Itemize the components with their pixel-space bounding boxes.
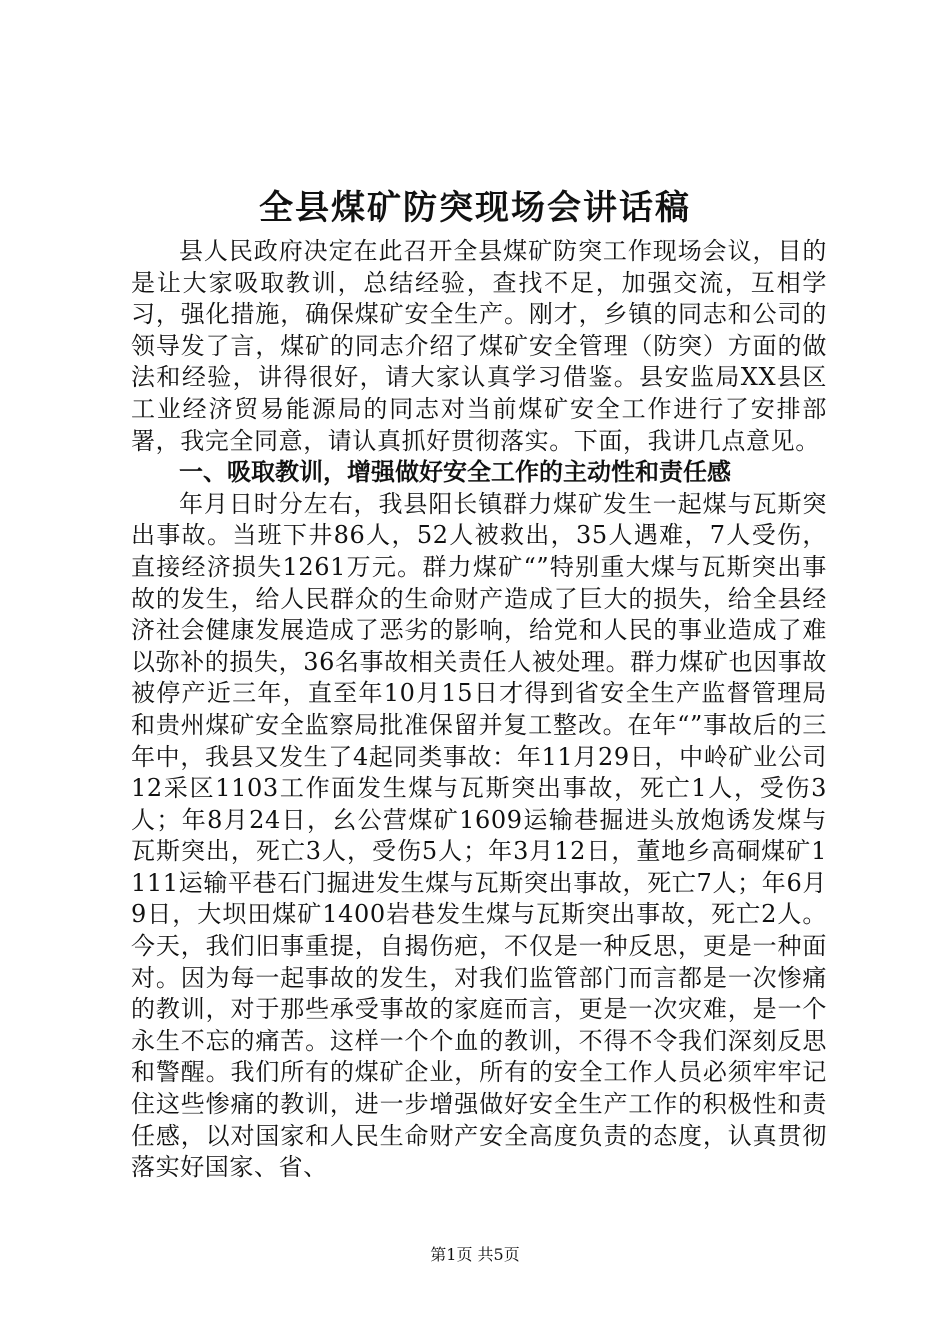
document-body — [131, 236, 827, 1184]
section-heading: 一、吸取教训，增强做好安全工作的主动性和责任感 — [179, 458, 731, 487]
page-number-footer: 第1页 共5页 — [430, 1245, 520, 1264]
document-title: 全县煤矿防突现场会讲话稿 — [259, 188, 691, 228]
section-paragraph: 年月日时分左右，我县阳长镇群力煤矿发生一起煤与瓦斯突出事故。当班下井86人，52人被救出，35人遇难，7人受伤，直接经济损失1261万元。群力煤矿“”特别重大煤与瓦斯突出事故的发生，给人民群众的生命财产造成了巨大的损失，给全县经济社会健康发展造成了恶劣的影响，给党和人民的事业造成了难以弥补的损失，36名事故相关责任人被处理。群力煤矿也因事故被停产近三年，直至年10月15日才得到省安全生产监督管理局和贵州煤矿安全监察局批准保留并复工整改。在年“”事故后的三年中，我县又发生了4起同类事故：年11月29日，中岭矿业公司12采区1103工作面发生煤与瓦斯突出事故，死亡1人，受伤3人；年8月24日，幺公营煤矿1609运输巷掘进头放炮诱发煤与瓦斯突出，死亡3人，受伤5人；年3月12日，董地乡高硐煤矿1111运输平巷石门掘进发生煤与瓦斯突出事故，死亡7人；年6月9日，大坝田煤矿1400岩巷发生煤与瓦斯突出事故，死亡2人。今天，我们旧事重提，自揭伤疤，不仅是一种反思，更是一种面对。因为每一起事故的发生，对我们监管部门而言都是一次惨痛的教训，对于那些承受事故的家庭而言，更是一次灾难，是一个永生不忘的痛苦。这样一个个血的教训，不得不令我们深刻反思和警醒。我们所有的煤矿企业，所有的安全工作人员必须牢牢记住这些惨痛的教训，进一步增强做好安全生产工作的积极性和责任感，以对国家和人民生命财产安全高度负责的态度，认真贯彻落实好国家、省、 — [131, 489, 827, 1182]
intro-paragraph: 县人民政府决定在此召开全县煤矿防突工作现场会议，目的是让大家吸取教训，总结经验，查找不足，加强交流，互相学习，强化措施，确保煤矿安全生产。刚才，乡镇的同志和公司的领导发了言，煤矿的同志介绍了煤矿安全管理（防突）方面的做法和经验，讲得很好，请大家认真学习借鉴。县安监局XX县区工业经济贸易能源局的同志对当前煤矿安全工作进行了安排部署，我完全同意，请认真抓好贯彻落实。下面，我讲几点意见。 — [131, 237, 827, 455]
